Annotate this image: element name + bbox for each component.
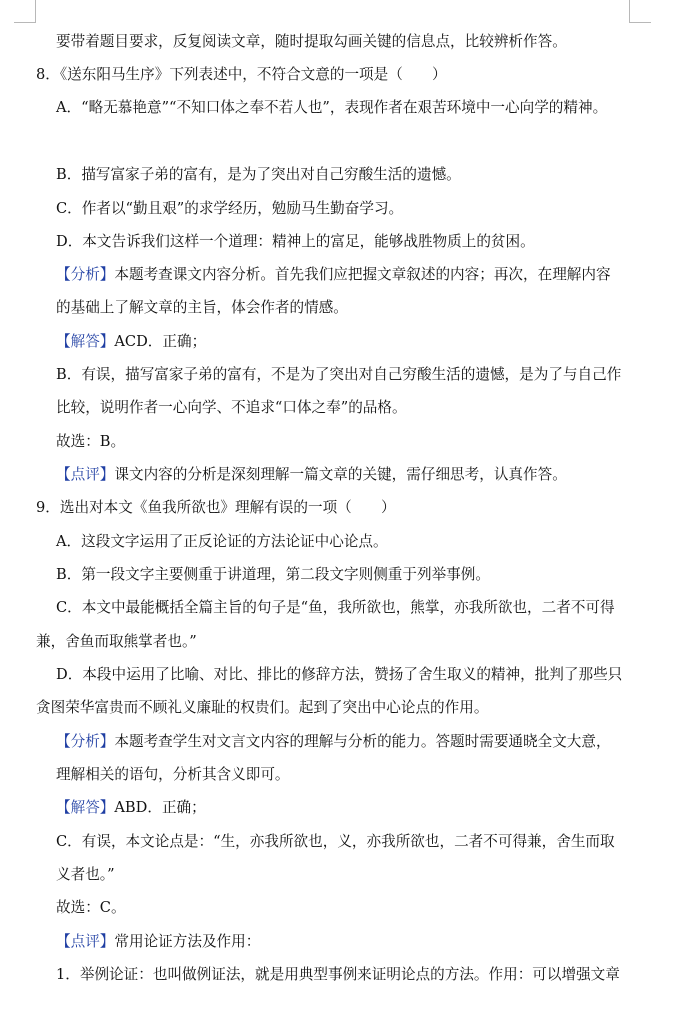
answer-tag: 【解答】 (56, 799, 115, 816)
analysis-tag: 【分析】 (56, 266, 115, 283)
answer-line: 【解答】ABD．正确； (56, 799, 206, 816)
text-line: 义者也。” (56, 866, 115, 883)
text-line: 理解相关的语句，分析其含义即可。 (56, 766, 290, 783)
text-line: C．有误，本文论点是：“生，亦我所欲也，义，亦我所欲也，二者不可得兼，舍生而取 (56, 833, 615, 850)
option-c: C．本文中最能概括全篇主旨的句子是“鱼，我所欲也，熊掌，亦我所欲也，二者不可得 (56, 599, 615, 616)
option-b: B．描写富家子弟的富有，是为了突出对自己穷酸生活的遗憾。 (56, 166, 461, 183)
answer-line: 【解答】ACD．正确； (56, 333, 207, 350)
question-8-stem: 8．《送东阳马生序》下列表述中，不符合文意的一项是（ ） (36, 66, 447, 83)
comment-line: 【点评】常用论证方法及作用： (56, 933, 261, 950)
option-a: A．“略无慕艳意”“不知口体之奉不若人也”，表现作者在艰苦环境中一心向学的精神。 (56, 99, 608, 116)
comment-tag: 【点评】 (56, 466, 115, 483)
option-a: A．这段文字运用了正反论证的方法论证中心论点。 (56, 533, 388, 550)
text-line: 1．举例论证：也叫做例证法，就是用典型事例来证明论点的方法。作用：可以增强文章 (56, 966, 620, 983)
text-line: 兼，舍鱼而取熊掌者也。” (36, 633, 197, 650)
text-line: 的基础上了解文章的主旨，体会作者的情感。 (56, 299, 348, 316)
option-c: C．作者以“勤且艰”的求学经历，勉励马生勤奋学习。 (56, 200, 404, 217)
option-d: D．本文告诉我们这样一个道理：精神上的富足，能够战胜物质上的贫困。 (56, 233, 535, 250)
choice-line: 故选：C。 (56, 899, 126, 916)
text-line: 比较，说明作者一心向学、不追求“口体之奉”的品格。 (56, 399, 407, 416)
text-line: 贪图荣华富贵而不顾礼义廉耻的权贵们。起到了突出中心论点的作用。 (36, 699, 489, 716)
choice-line: 故选：B。 (56, 433, 126, 450)
text-line: 要带着题目要求，反复阅读文章，随时提取勾画关键的信息点，比较辨析作答。 (56, 33, 567, 50)
text-line: B．有误，描写富家子弟的富有，不是为了突出对自己穷酸生活的遗憾，是为了与自己作 (56, 366, 622, 383)
analysis-line: 【分析】本题考查学生对文言文内容的理解与分析的能力。答题时需要通晓全文大意， (56, 733, 611, 750)
question-9-stem: 9．选出对本文《鱼我所欲也》理解有误的一项（ ） (36, 499, 396, 516)
option-d: D．本段中运用了比喻、对比、排比的修辞方法，赞扬了舍生取义的精神，批判了那些只 (56, 666, 623, 683)
comment-line: 【点评】课文内容的分析是深刻理解一篇文章的关键，需仔细思考，认真作答。 (56, 466, 567, 483)
answer-tag: 【解答】 (56, 333, 115, 350)
option-b: B．第一段文字主要侧重于讲道理，第二段文字则侧重于列举事例。 (56, 566, 490, 583)
comment-tag: 【点评】 (56, 933, 115, 950)
analysis-tag: 【分析】 (56, 733, 115, 750)
analysis-line: 【分析】本题考查课文内容分析。首先我们应把握文章叙述的内容；再次，在理解内容 (56, 266, 611, 283)
